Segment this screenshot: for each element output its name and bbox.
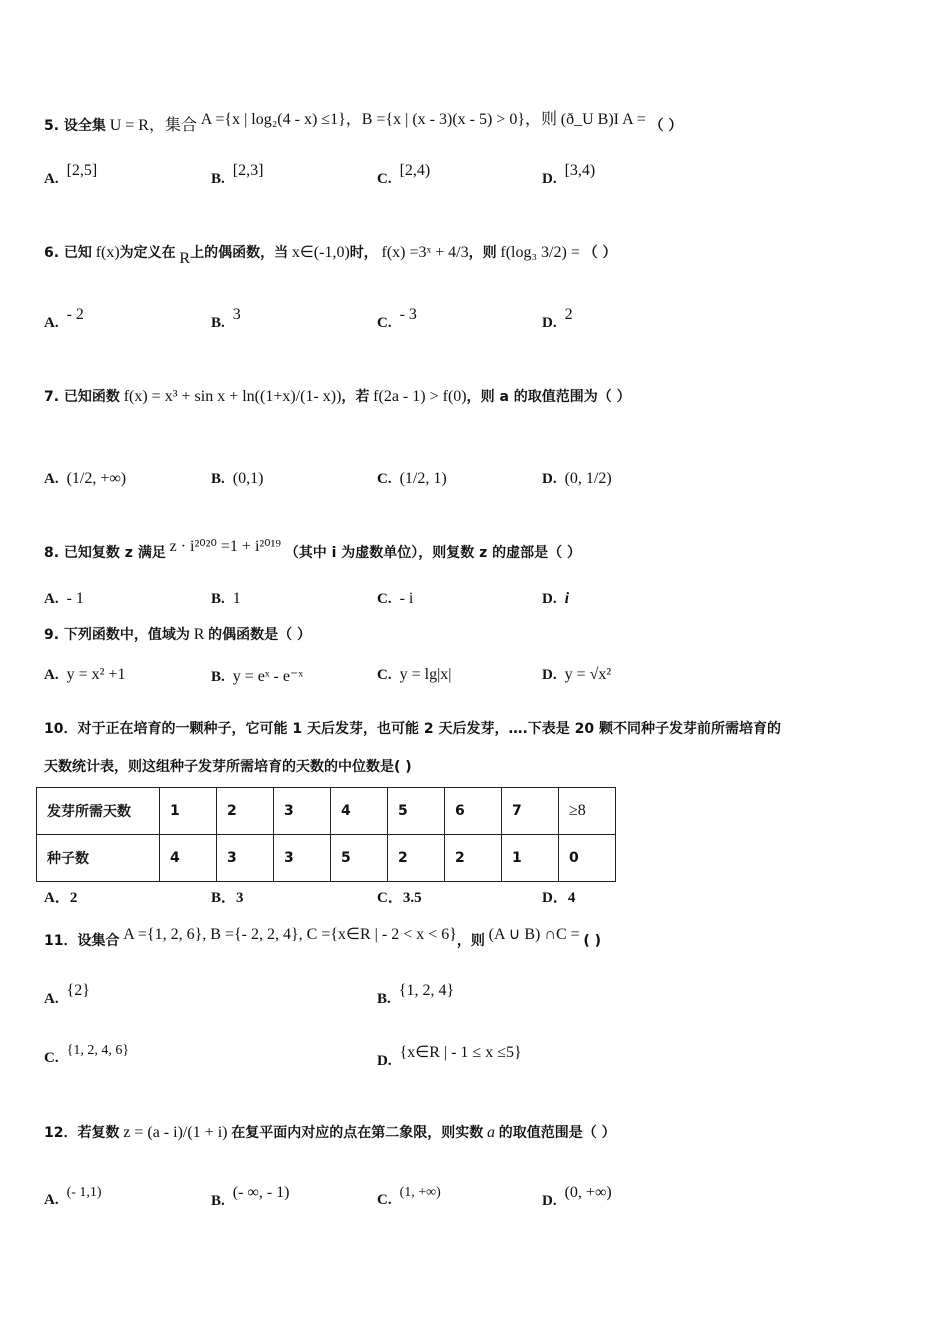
question-11-number: 11．设集合 [44, 933, 120, 949]
option-label: A. [44, 1192, 59, 1208]
question-12-stem [44, 1122, 616, 1142]
question-7-option-d[interactable] [542, 470, 612, 488]
question-8-text: （其中 i 为虚数单位），则复数 z 的虚部是（ ） [284, 545, 582, 561]
question-6-text: 上的偶函数，当 [190, 245, 289, 261]
question-7-option-b[interactable] [211, 470, 263, 488]
question-12-option-b[interactable] [211, 1184, 290, 1210]
option-value: {x∈R | - 1 ≤ x ≤5} [399, 1044, 522, 1061]
option-value: [2,4) [399, 162, 431, 179]
table-cell: 2 [388, 835, 445, 882]
table-cell: 5 [331, 835, 388, 882]
table-row [37, 835, 616, 882]
option-value: (0,1) [232, 470, 264, 487]
option-label: C． [377, 890, 403, 906]
question-8-option-a[interactable] [44, 590, 84, 608]
option-label: A. [44, 315, 59, 331]
question-5-option-b[interactable] [211, 162, 264, 188]
question-6-domain: R [179, 250, 191, 267]
option-value: i [564, 590, 570, 607]
question-10-option-b[interactable] [211, 886, 244, 907]
question-9-option-d[interactable] [542, 666, 611, 684]
table-cell: 3 [217, 835, 274, 882]
option-value: 1 [232, 590, 241, 607]
option-value: (- 1,1) [66, 1185, 102, 1200]
question-6-option-d[interactable] [542, 306, 573, 332]
question-9-text: 的偶函数是（ ） [208, 627, 311, 643]
question-11-option-d[interactable] [377, 1044, 522, 1070]
question-5-universal-set: U = R，集合 [109, 117, 197, 134]
question-8-equation: z · i²⁰²⁰ =1 + i²⁰¹⁹ [169, 538, 281, 555]
table-cell: ≥8 [559, 788, 616, 835]
option-value: y = lg|x| [399, 666, 452, 683]
question-7-option-a[interactable] [44, 470, 126, 488]
question-7-number: 7. 已知函数 [44, 389, 120, 405]
question-11-sets: A ={1, 2, 6}, B ={- 2, 2, 4}, C ={x∈R | - 2 < x < 6} [123, 926, 457, 943]
option-value: 3.5 [402, 890, 422, 906]
question-6-option-c[interactable] [377, 306, 417, 332]
question-9-range: R [193, 626, 205, 643]
option-label: B. [211, 1193, 225, 1209]
option-label: B. [211, 471, 225, 487]
question-12-option-a[interactable] [44, 1185, 102, 1209]
option-value: y = eˣ - e⁻ˣ [232, 668, 304, 685]
option-value: 4 [567, 890, 576, 906]
option-label: D． [542, 890, 568, 906]
question-6-text: ，则 [468, 245, 497, 261]
question-7-option-c[interactable] [377, 470, 447, 488]
question-5-option-a[interactable] [44, 162, 98, 188]
question-9-option-c[interactable] [377, 666, 451, 684]
table-cell: 1 [502, 835, 559, 882]
question-8-option-d[interactable] [542, 590, 569, 608]
question-6-interval: x∈(-1,0) [291, 244, 350, 261]
question-6-expression: f(log₃ 3/2) = [500, 244, 580, 261]
option-label: D. [542, 315, 557, 331]
option-label: C. [377, 591, 392, 607]
option-value: - 1 [66, 590, 84, 607]
question-7-text: ，则 a 的取值范围为（ ） [466, 389, 631, 405]
question-12-text: 在复平面内对应的点在第二象限，则实数 [231, 1125, 484, 1141]
question-6-text: 时， [349, 245, 378, 261]
option-value: - 3 [399, 306, 417, 323]
option-value: (1, +∞) [399, 1185, 441, 1200]
question-5-expression: (ð_U B)I A = [560, 111, 646, 128]
question-6-option-b[interactable] [211, 306, 241, 332]
option-value: (1/2, +∞) [66, 470, 127, 487]
table-cell: 4 [160, 835, 217, 882]
question-10-option-d[interactable] [542, 886, 575, 907]
question-5-bracket: （ ） [649, 118, 683, 134]
option-label: D. [542, 471, 557, 487]
option-value: {1, 2, 4} [398, 982, 455, 999]
option-value: (- ∞, - 1) [232, 1184, 290, 1201]
option-label: D. [542, 171, 557, 187]
option-value: {2} [66, 982, 90, 999]
option-label: C. [377, 315, 392, 331]
option-value: y = √x² [564, 666, 612, 683]
question-9-stem [44, 624, 311, 644]
question-12-variable: a [486, 1124, 495, 1141]
question-11-bracket: ( ) [583, 933, 602, 949]
option-label: B. [211, 315, 225, 331]
question-6-text: 为定义在 [119, 245, 176, 261]
question-8-option-c[interactable] [377, 590, 413, 608]
question-6-stem [44, 242, 617, 267]
table-header-seeds: 种子数 [37, 835, 160, 882]
question-10-line-2: 天数统计表，则这组种子发芽所需培育的天数的中位数是( ) [44, 759, 412, 775]
option-label: A. [44, 991, 59, 1007]
option-label: C. [377, 471, 392, 487]
question-11-expression: (A ∪ B) ∩C = [488, 926, 580, 943]
option-value: (1/2, 1) [399, 470, 447, 487]
question-5-number: 5. 设全集 [44, 118, 106, 134]
option-label: D. [542, 1193, 557, 1209]
question-8-stem [44, 538, 582, 562]
question-10-line-1: 10．对于正在培育的一颗种子，它可能 1 天后发芽，也可能 2 天后发芽，….下表是 20 颗不同种子发芽前所需培育的 [44, 721, 782, 737]
question-10-option-a[interactable] [44, 886, 77, 907]
question-6-definition: f(x) =3ˣ + 4/3 [381, 244, 469, 261]
germination-table [36, 787, 616, 882]
question-5-sets: A ={x | log₂(4 - x) ≤1}，B ={x | (x - 3)(x - 5) > 0}，则 [200, 111, 558, 128]
option-value: [2,5] [66, 162, 98, 179]
option-label: C. [377, 667, 392, 683]
question-7-inequality: f(2a - 1) > f(0) [373, 388, 467, 405]
question-11-stem [44, 926, 602, 950]
option-value: (0, 1/2) [564, 470, 612, 487]
question-5-stem [44, 112, 682, 135]
question-9-option-a[interactable] [44, 666, 125, 684]
option-value: 2 [69, 890, 78, 906]
option-label: B. [211, 669, 225, 685]
question-6-bracket: （ ） [583, 245, 617, 261]
option-label: B. [211, 171, 225, 187]
table-header-days: 发芽所需天数 [37, 788, 160, 835]
table-cell: 4 [331, 788, 388, 835]
option-label: A. [44, 591, 59, 607]
option-value: - i [399, 590, 414, 607]
option-value: 3 [232, 306, 241, 323]
question-5-option-c[interactable] [377, 162, 431, 188]
question-7-stem [44, 386, 631, 406]
option-label: A. [44, 667, 59, 683]
question-11-text: ，则 [456, 933, 485, 949]
question-12-text: 的取值范围是（ ） [498, 1125, 616, 1141]
question-9-option-b[interactable] [211, 666, 303, 686]
question-5-option-d[interactable] [542, 162, 596, 188]
question-12-option-c[interactable] [377, 1185, 441, 1209]
option-value: [2,3] [232, 162, 264, 179]
option-label: B. [377, 991, 391, 1007]
option-label: C. [377, 171, 392, 187]
question-9-number: 9. 下列函数中，值域为 [44, 627, 190, 643]
table-cell: 2 [445, 835, 502, 882]
table-cell: 2 [217, 788, 274, 835]
table-cell: 1 [160, 788, 217, 835]
question-11-option-a[interactable] [44, 982, 90, 1008]
question-6-number: 6. 已知 [44, 245, 92, 261]
option-label: D. [377, 1053, 392, 1069]
question-7-text: ，若 [341, 389, 370, 405]
table-cell: 6 [445, 788, 502, 835]
question-12-complex-number: z = (a - i)/(1 + i) [123, 1124, 228, 1141]
table-row [37, 788, 616, 835]
option-value: (0, +∞) [564, 1184, 612, 1201]
question-10-option-c[interactable] [377, 886, 422, 907]
table-cell: 3 [274, 788, 331, 835]
table-cell: 3 [274, 835, 331, 882]
option-value: y = x² +1 [66, 666, 126, 683]
question-12-number: 12．若复数 [44, 1125, 120, 1141]
question-8-number: 8. 已知复数 z 满足 [44, 545, 166, 561]
question-6-function: f(x) [95, 244, 120, 261]
option-value: 2 [564, 306, 573, 323]
table-cell: 0 [559, 835, 616, 882]
option-label: C. [377, 1192, 392, 1208]
question-12-option-d[interactable] [542, 1184, 612, 1210]
option-value: {1, 2, 4, 6} [66, 1043, 130, 1058]
option-label: C. [44, 1050, 59, 1066]
question-11-option-c[interactable] [44, 1043, 130, 1067]
option-label: A. [44, 171, 59, 187]
table-cell: 5 [388, 788, 445, 835]
option-label: A. [44, 471, 59, 487]
option-label: D. [542, 591, 557, 607]
question-6-option-a[interactable] [44, 306, 84, 332]
option-label: B． [211, 890, 237, 906]
option-label: B. [211, 591, 225, 607]
question-11-option-b[interactable] [377, 982, 455, 1008]
option-label: D. [542, 667, 557, 683]
option-value: [3,4) [564, 162, 596, 179]
question-7-function: f(x) = x³ + sin x + ln((1+x)/(1- x)) [123, 388, 342, 405]
option-value: - 2 [66, 306, 84, 323]
table-cell: 7 [502, 788, 559, 835]
question-8-option-b[interactable] [211, 590, 241, 608]
option-label: A． [44, 890, 70, 906]
option-value: 3 [236, 890, 244, 906]
